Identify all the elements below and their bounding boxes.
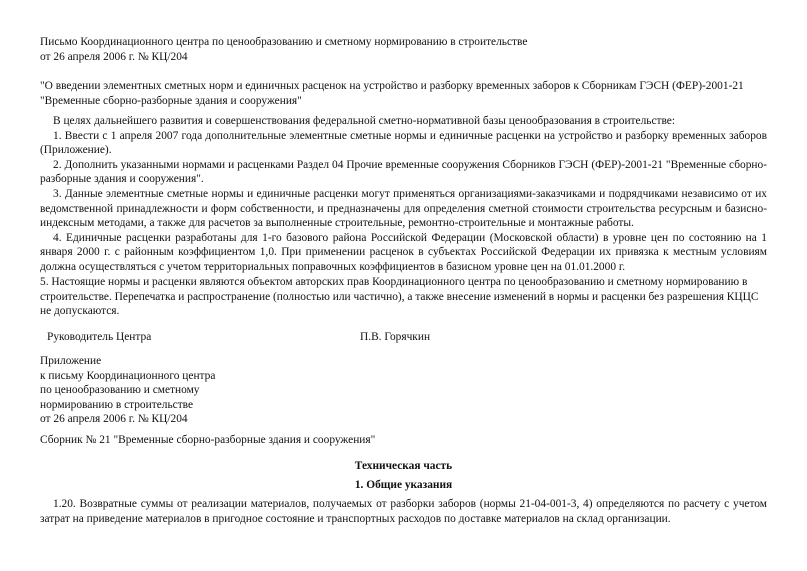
item-5 — [40, 275, 767, 319]
appendix-line-5: от 26 апреля 2006 г. № КЦ/204 — [40, 413, 188, 426]
collection-title-text: Сборник № 21 "Временные сборно-разборные здания и сооружения" — [40, 434, 376, 446]
appendix-line-4: нормированию в строительстве — [40, 398, 194, 411]
tech-paragraph-text: 1.20. Возвратные суммы от реализации материалов, получаемых от разборки заборов (нормы 21-04-001-3, 4) определяются по расчету с учетом затрат на приведение материалов в пригодное состояние и транспортных расходов по доставке материалов на склад организации. — [40, 498, 767, 525]
collection-title — [40, 433, 767, 448]
item-1: 1. Ввести с 1 апреля 2007 года дополнительные элементные сметные нормы и единичные расценки на устройство и разборку временных заборов (Приложение). — [40, 129, 767, 157]
tech-subheading: 1. Общие указания — [354, 479, 453, 491]
letter-body — [40, 114, 767, 275]
tech-heading: Техническая часть — [354, 460, 453, 472]
item-5-text: 5. Настоящие нормы и расценки являются объектом авторских прав Координационного центра по ценообразованию и сметному нормированию в строительстве. Перепечатка и распространение (полностью или частично), а также внесение изменений в нормы и расценки без разрешения КЦЦС не допускаются. — [40, 276, 759, 318]
letter-header-line2: от 26 апреля 2006 г. № КЦ/204 — [40, 50, 188, 63]
tech-paragraph — [40, 497, 767, 526]
letter-title — [40, 79, 767, 108]
letter-title-line2: "Временные сборно-разборные здания и сооружения" — [40, 94, 302, 107]
item-2: 2. Дополнить указанными нормами и расценками Раздел 04 Прочие временные сооружения Сборников ГЭСН (ФЕР)-2001-21 "Временные сборно-разборные здания и сооружения". — [40, 158, 767, 186]
letter-title-line1: "О введении элементных сметных норм и единичных расценок на устройство и разборку временных заборов к Сборникам ГЭСН (ФЕР)-2001-21 — [40, 80, 744, 92]
signature-role: Руководитель Центра — [47, 331, 152, 343]
appendix-line-2: к письму Координационного центра — [40, 369, 216, 382]
item-3: 3. Данные элементные сметные нормы и единичные расценки могут применяться организациями-заказчиками и подрядчиками независимо от их ведомственной принадлежности и форм собственности, и предназначены для определения сметной стоимости строительства ресурсным и базисно-индексным методами, а также для расчетов за выполненные строительные, ремонтно-строительные и монтажные работы. — [40, 187, 767, 230]
letter-header — [40, 35, 767, 64]
intro-paragraph: В целях дальнейшего развития и совершенствования федеральной сметно-нормативной базы ценообразования в строительстве: — [53, 115, 676, 127]
appendix-line-1: Приложение — [40, 355, 102, 367]
appendix-block — [40, 354, 767, 427]
appendix-line-3: по ценообразованию и сметному — [40, 384, 200, 397]
signature-name: П.В. Горячкин — [360, 331, 431, 343]
item-4: 4. Единичные расценки разработаны для 1-го базового района Российской Федерации (Московской области) в уровне цен по состоянию на 1 января 2000 г. с районным коэффициентом 1,0. При применении расценок в субъектах Российской Федерации их привязка к местным условиям должна осуществляться с учетом территориальных поправочных коэффициентов в базисном уровне цен на 01.01.2000 г. — [40, 231, 767, 273]
letter-header-line1: Письмо Координационного центра по ценообразованию и сметному нормированию в строительстве — [40, 36, 528, 48]
